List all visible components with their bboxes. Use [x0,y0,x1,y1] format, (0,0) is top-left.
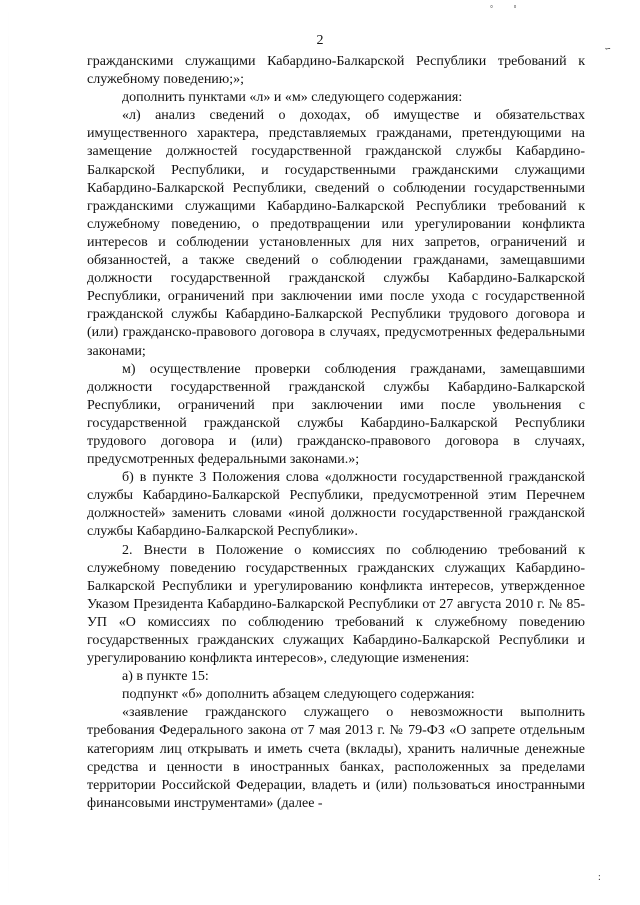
scan-marks-top: ﾟ ﾟ [490,6,535,17]
paragraph-3: «л) анализ сведений о доходах, об имуществе и обязательствах имущественного характера, представляемых гражданами, претендующими на замещение должностей государственной гражданской службы Кабардино-Балкарской Республики, и государственными гражданскими служащими Кабардино-Балкарской Республики, сведений о соблюдении государственными гражданскими служащими Кабардино-Балкарской Республики требований к служебному поведению, о предотвращении или урегулировании конфликта интересов и соблюдении установленных для них запретов, ограничений и обязанностей, а также сведений о соблюдении гражданами, замещавшими должности государственной гражданской службы Кабардино-Балкарской Республики, ограничений при заключении ими после ухода с государственной гражданской службы Кабардино-Балкарской Республики трудового договора и (или) гражданско-правового договора в случаях, предусмотренных федеральными законами; [87,108,585,359]
paragraph-1: гражданскими служащими Кабардино-Балкарской Республики требований к служебному поведению;»; [87,54,585,88]
paragraph-5: б) в пункте 3 Положения слова «должности государственной гражданской службы Кабардино-Балкарской Республики, предусмотренной этим Перечнем должностей» заменить словами «иной должности государственной гражданской службы Кабардино-Балкарской Республики». [87,470,585,540]
paragraph-4: м) осуществление проверки соблюдения гражданами, замещавшими должности государственной гражданской службы Кабардино-Балкарской Республики, ограничений при заключении ими после увольнения с государственной гражданской службы Кабардино-Балкарской Республики трудового договора и (или) гражданско-правового договора в случаях, предусмотренных федеральными законами.»; [87,361,585,468]
paragraph-2: дополнить пунктами «л» и «м» следующего содержания: [122,90,463,106]
paragraph-9: «заявление гражданского служащего о невозможности выполнить требования Федерального закона от 7 мая 2013 г. № 79-ФЗ «О запрете отдельным категориям лиц открывать и иметь счета (вклады), хранить наличные денежные средства и ценности в иностранных банках, расположенных за пределами территории Российской Федерации, владеть и (или) пользоваться иностранными финансовыми инструментами» (далее - [87,705,585,811]
scan-mark-right: ｰ [605,43,611,55]
document-body [87,53,585,813]
scan-edge-shadow [8,0,9,905]
paragraph-7: а) в пункте 15: [122,669,209,685]
page-number: 2 [316,33,324,48]
paragraph-6: 2. Внести в Положение о комиссиях по соблюдению требований к служебному поведению государственных гражданских служащих Кабардино-Балкарской Республики и урегулированию конфликта интересов, утвержденное Указом Президента Кабардино-Балкарской Республики от 27 августа 2010 г. № 85-УП «О комиссиях по соблюдению требований к служебному поведению государственных гражданских служащих Кабардино-Балкарской Республики и урегулированию конфликта интересов», следующие изменения: [87,542,585,667]
paragraph-8: подпункт «б» дополнить абзацем следующего содержания: [122,687,475,703]
scan-mark-bottom: : [598,872,601,883]
